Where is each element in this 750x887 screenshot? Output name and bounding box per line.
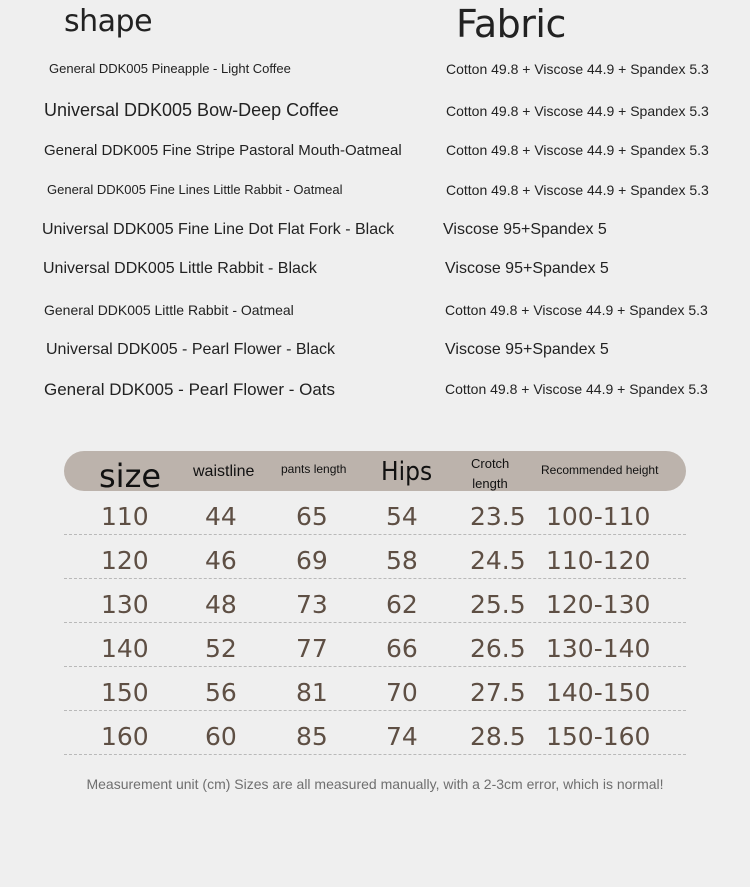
product-name: Universal DDK005 - Pearl Flower - Black <box>46 341 335 358</box>
cell-hips: 70 <box>386 678 418 707</box>
cell-size: 160 <box>101 722 149 751</box>
product-name: General DDK005 Fine Lines Little Rabbit - Oatmeal <box>47 182 343 197</box>
cell-crotch-length: 27.5 <box>470 678 526 707</box>
col-waistline: waistline <box>193 463 255 480</box>
product-fabric: Cotton 49.8 + Viscose 44.9 + Spandex 5.3 <box>446 182 709 198</box>
cell-hips: 66 <box>386 634 418 663</box>
cell-pants-length: 81 <box>296 678 328 707</box>
cell-recommended-height: 120-130 <box>546 590 651 619</box>
product-row <box>0 341 750 365</box>
cell-size: 110 <box>101 502 149 531</box>
product-name: General DDK005 Pineapple - Light Coffee <box>49 61 291 76</box>
fabric-heading: Fabric <box>456 2 566 46</box>
table-row <box>64 491 686 535</box>
product-name: Universal DDK005 Fine Line Dot Flat Fork - Black <box>42 221 395 238</box>
cell-waistline: 48 <box>205 590 237 619</box>
product-fabric: Viscose 95+Spandex 5 <box>445 260 609 277</box>
col-crotch-length <box>471 454 509 494</box>
col-hips: Hips <box>381 457 433 487</box>
product-name: General DDK005 Little Rabbit - Oatmeal <box>44 302 294 318</box>
cell-recommended-height: 110-120 <box>546 546 651 575</box>
cell-hips: 62 <box>386 590 418 619</box>
cell-recommended-height: 150-160 <box>546 722 651 751</box>
product-fabric: Cotton 49.8 + Viscose 44.9 + Spandex 5.3 <box>446 61 709 77</box>
cell-hips: 54 <box>386 502 418 531</box>
product-row <box>0 61 750 85</box>
product-row <box>0 142 750 166</box>
product-row <box>0 380 750 404</box>
cell-crotch-length: 23.5 <box>470 502 526 531</box>
cell-crotch-length: 25.5 <box>470 590 526 619</box>
cell-pants-length: 65 <box>296 502 328 531</box>
cell-waistline: 46 <box>205 546 237 575</box>
cell-waistline: 52 <box>205 634 237 663</box>
cell-waistline: 56 <box>205 678 237 707</box>
product-name: General DDK005 - Pearl Flower - Oats <box>44 380 335 399</box>
product-row <box>0 260 750 284</box>
product-name: General DDK005 Fine Stripe Pastoral Mouth-Oatmeal <box>44 142 402 159</box>
table-row <box>64 579 686 623</box>
cell-crotch-length: 24.5 <box>470 546 526 575</box>
cell-waistline: 44 <box>205 502 237 531</box>
size-table <box>64 451 686 755</box>
product-fabric: Cotton 49.8 + Viscose 44.9 + Spandex 5.3 <box>445 381 708 397</box>
table-row <box>64 535 686 579</box>
product-fabric: Cotton 49.8 + Viscose 44.9 + Spandex 5.3 <box>445 302 708 318</box>
cell-size: 140 <box>101 634 149 663</box>
cell-pants-length: 77 <box>296 634 328 663</box>
table-row <box>64 711 686 755</box>
shape-heading: shape <box>64 4 153 39</box>
cell-recommended-height: 100-110 <box>546 502 651 531</box>
cell-hips: 58 <box>386 546 418 575</box>
product-fabric: Cotton 49.8 + Viscose 44.9 + Spandex 5.3 <box>446 142 709 158</box>
cell-recommended-height: 140-150 <box>546 678 651 707</box>
table-row <box>64 667 686 711</box>
cell-hips: 74 <box>386 722 418 751</box>
cell-crotch-length: 28.5 <box>470 722 526 751</box>
product-name: Universal DDK005 Little Rabbit - Black <box>43 260 317 277</box>
cell-waistline: 60 <box>205 722 237 751</box>
measurement-note: Measurement unit (cm) Sizes are all measured manually, with a 2-3cm error, which is normal! <box>86 776 664 792</box>
product-row <box>0 100 750 124</box>
size-table-header <box>64 451 686 495</box>
product-fabric: Cotton 49.8 + Viscose 44.9 + Spandex 5.3 <box>446 103 709 119</box>
col-pants-length: pants length <box>281 462 347 476</box>
product-row <box>0 221 750 245</box>
cell-pants-length: 85 <box>296 722 328 751</box>
product-row <box>0 182 750 206</box>
product-name: Universal DDK005 Bow-Deep Coffee <box>44 100 339 120</box>
product-row <box>0 302 750 326</box>
col-crotch-length-line1: Crotch <box>471 456 510 471</box>
col-crotch-length-line2: length <box>472 476 508 491</box>
product-fabric: Viscose 95+Spandex 5 <box>445 341 609 358</box>
cell-size: 130 <box>101 590 149 619</box>
cell-pants-length: 69 <box>296 546 328 575</box>
product-fabric: Viscose 95+Spandex 5 <box>443 221 607 238</box>
cell-size: 120 <box>101 546 149 575</box>
col-recommended-height: Recommended height <box>541 463 659 477</box>
cell-pants-length: 73 <box>296 590 328 619</box>
col-size: size <box>99 457 162 495</box>
cell-crotch-length: 26.5 <box>470 634 526 663</box>
table-row <box>64 623 686 667</box>
cell-recommended-height: 130-140 <box>546 634 651 663</box>
cell-size: 150 <box>101 678 149 707</box>
